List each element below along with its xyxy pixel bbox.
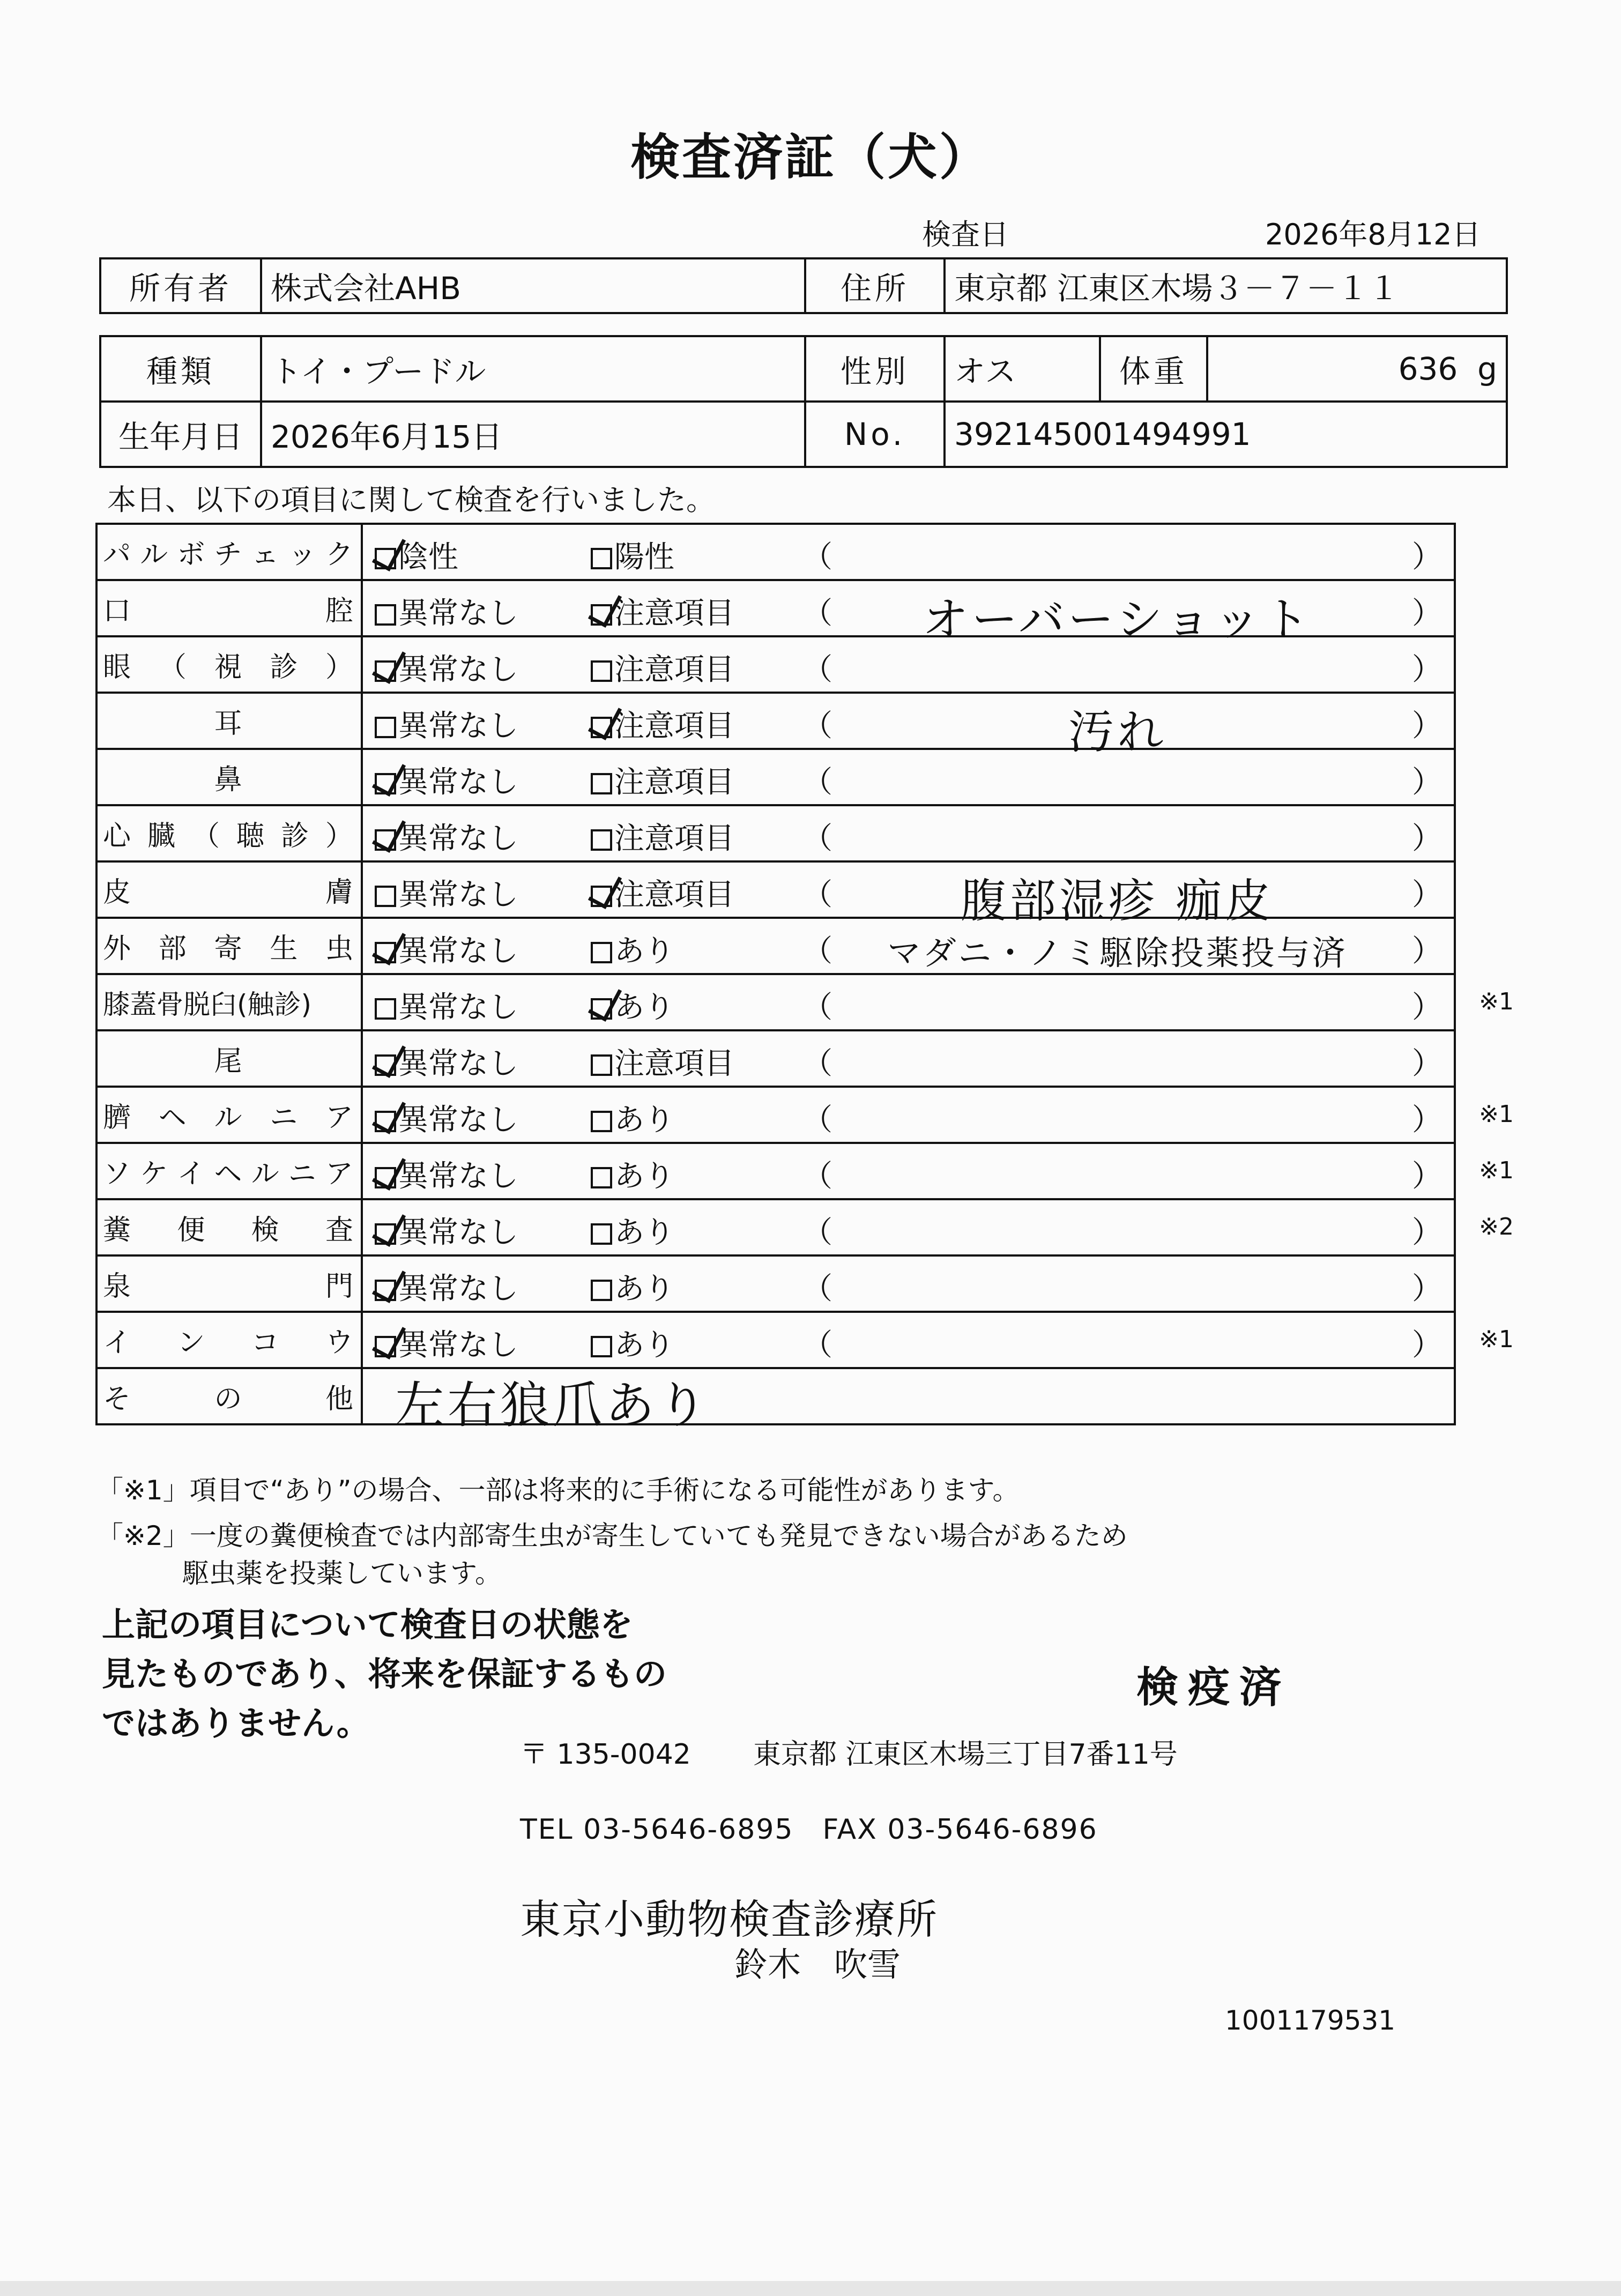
- inspection-row: [96, 636, 1455, 693]
- item-name-cell: [96, 861, 362, 918]
- option-label: 注意項目: [614, 596, 734, 631]
- address-value: 東京都 江東区木場３－７－１１: [945, 258, 1507, 313]
- paren-close: ）: [1412, 1328, 1442, 1363]
- option-label: 注意項目: [614, 652, 734, 687]
- option-label: 注意項目: [614, 1046, 734, 1081]
- option-1[interactable]: [375, 1209, 518, 1252]
- item-name-char: 便: [177, 1214, 205, 1246]
- item-name-cell: [96, 749, 362, 805]
- paren-open: （: [802, 1103, 832, 1138]
- option-label: 異常なし: [398, 765, 518, 800]
- result-note: オーバーショット: [922, 593, 1313, 647]
- item-name-char: ル: [214, 1102, 242, 1134]
- checkbox-checked-icon[interactable]: [375, 1111, 396, 1132]
- option-2[interactable]: [591, 927, 674, 970]
- checkbox-icon[interactable]: [591, 1280, 612, 1301]
- result-cell: [362, 805, 1455, 861]
- item-name-char: ボ: [177, 539, 205, 571]
- exam-date-label: 検査日: [922, 218, 1009, 251]
- paren-close: ）: [1412, 540, 1442, 575]
- option-2[interactable]: [591, 815, 734, 858]
- weight-value: 636: [1398, 351, 1458, 387]
- option-label: 異常なし: [398, 596, 518, 631]
- result-cell: [362, 1143, 1514, 1199]
- option-label: あり: [614, 1215, 674, 1250]
- item-name-cell: [96, 805, 362, 861]
- item-name-char: 臍: [103, 1102, 131, 1134]
- item-name: [103, 1207, 353, 1247]
- option-2[interactable]: [591, 1209, 674, 1252]
- document-number: 1001179531: [1225, 2005, 1396, 2036]
- checkbox-checked-icon[interactable]: [591, 717, 612, 738]
- clinic-name: 東京小動物検査診療所: [520, 1896, 938, 1943]
- checkbox-icon[interactable]: [591, 1167, 612, 1188]
- item-name-char: 尾: [214, 1045, 242, 1078]
- result-note: 腹部湿疹 痂皮: [960, 874, 1275, 928]
- animal-info-table: [99, 335, 1508, 468]
- item-name: [103, 926, 353, 966]
- item-name-char: ル: [251, 1158, 279, 1190]
- birth-label: 生年月日: [100, 402, 261, 467]
- item-name-char: 泉: [103, 1270, 131, 1303]
- tel-fax: TEL 03-5646-6895 FAX 03-5646-6896: [520, 1814, 1098, 1846]
- item-name-cell: [96, 693, 362, 749]
- checkbox-icon[interactable]: [375, 998, 396, 1020]
- item-name-char: コ: [251, 1327, 279, 1359]
- paren-close: ）: [1412, 709, 1442, 744]
- result-cell: [362, 861, 1455, 928]
- option-1[interactable]: [375, 1321, 518, 1364]
- inspection-row: [96, 524, 1455, 580]
- other-cell: [362, 1368, 1455, 1434]
- item-name-cell: [96, 1199, 362, 1255]
- paren-close: ）: [1412, 821, 1442, 856]
- paren-open: （: [802, 1159, 832, 1194]
- result-cell: [362, 1312, 1514, 1368]
- option-1[interactable]: [375, 984, 518, 1027]
- option-label: 異常なし: [398, 1215, 518, 1250]
- item-name-cell: [96, 580, 362, 636]
- footnote-mark: ※2: [1479, 1213, 1514, 1240]
- item-name-char: 診: [280, 820, 309, 852]
- item-name: [103, 588, 353, 628]
- sex-label: 性別: [805, 336, 945, 402]
- paren-open: （: [802, 709, 832, 744]
- weight-cell: [1207, 336, 1507, 402]
- item-name-char: ニ: [288, 1158, 316, 1190]
- checkbox-checked-icon[interactable]: [375, 548, 396, 569]
- item-name: [103, 870, 353, 910]
- option-1[interactable]: [375, 1265, 518, 1308]
- inspection-row: [96, 580, 1455, 636]
- item-name-char: ヘ: [214, 1158, 242, 1190]
- option-1[interactable]: [375, 759, 518, 801]
- option-2[interactable]: [591, 759, 734, 801]
- item-name: [103, 644, 353, 685]
- disclaimer-line: ではありません。: [102, 1704, 370, 1743]
- checkbox-checked-icon[interactable]: [375, 1167, 396, 1188]
- item-name-cell: [96, 1312, 362, 1368]
- paren-open: （: [802, 821, 832, 856]
- option-1[interactable]: [375, 590, 518, 633]
- option-label: あり: [614, 1272, 674, 1306]
- checkbox-icon[interactable]: [591, 942, 612, 963]
- item-name-char: 検: [251, 1214, 279, 1246]
- checkbox-checked-icon[interactable]: [591, 998, 612, 1020]
- breed-label: 種類: [100, 336, 261, 402]
- inspection-row: [96, 974, 1455, 1030]
- item-name-char: ッ: [288, 539, 316, 571]
- option-label: 異常なし: [398, 652, 518, 687]
- option-label: 異常なし: [398, 934, 518, 969]
- breed-value: トイ・プードル: [261, 336, 805, 402]
- option-1[interactable]: [375, 815, 518, 858]
- paren-open: （: [802, 765, 832, 800]
- item-name-char: ン: [177, 1327, 205, 1359]
- item-name-char: 耳: [214, 708, 242, 740]
- checkbox-icon[interactable]: [591, 1223, 612, 1245]
- option-label: あり: [614, 990, 674, 1025]
- checkbox-icon[interactable]: [591, 1111, 612, 1132]
- result-cell: [362, 1087, 1514, 1143]
- item-name-cell: [96, 1030, 362, 1087]
- item-name-char: パ: [103, 539, 131, 571]
- item-name-char: ニ: [270, 1102, 298, 1134]
- item-name-char: 臓: [147, 820, 175, 852]
- paren-close: ）: [1412, 1046, 1442, 1081]
- disclaimer-line: 上記の項目について検査日の状態を: [102, 1605, 633, 1644]
- item-name-char: 外: [103, 933, 131, 965]
- item-name: [103, 1038, 353, 1079]
- item-name-char: そ: [103, 1383, 131, 1415]
- option-label: 異常なし: [398, 1046, 518, 1081]
- paren-close: ）: [1412, 765, 1442, 800]
- item-name-char: 他: [325, 1383, 353, 1415]
- item-name-char: ア: [325, 1102, 353, 1134]
- item-name: [103, 1320, 353, 1360]
- inspection-row: [96, 1199, 1455, 1255]
- result-cell: [362, 749, 1455, 805]
- item-name-char: ソ: [103, 1158, 131, 1190]
- inspection-table: [95, 523, 1514, 1434]
- option-2[interactable]: [591, 1040, 734, 1083]
- item-name: [103, 813, 353, 853]
- scan-edge: [0, 2281, 1621, 2296]
- option-label: あり: [614, 1159, 674, 1194]
- footnote-mark: ※1: [1479, 1326, 1514, 1353]
- option-label: 注意項目: [614, 709, 734, 744]
- item-name-char: 腔: [325, 595, 353, 627]
- item-name-cell: [96, 974, 362, 1030]
- paren-close: ）: [1412, 652, 1442, 687]
- checkbox-checked-icon[interactable]: [591, 604, 612, 626]
- item-name-char: ウ: [325, 1327, 353, 1359]
- option-label: 異常なし: [398, 1272, 518, 1306]
- item-name-char: 生: [270, 933, 298, 965]
- option-1[interactable]: [375, 871, 518, 914]
- checkbox-checked-icon[interactable]: [591, 886, 612, 907]
- item-name-char: （: [158, 651, 187, 683]
- item-name-char: の: [214, 1383, 242, 1415]
- item-name-char: 部: [158, 933, 187, 965]
- item-name-char: ェ: [251, 539, 279, 571]
- option-label: あり: [614, 934, 674, 969]
- item-name: [103, 532, 353, 572]
- result-note: 汚れ: [1068, 705, 1167, 759]
- no-value: 392145001494991: [945, 402, 1507, 467]
- paren-close: ）: [1412, 1159, 1442, 1194]
- disclaimer: [102, 1600, 667, 1748]
- option-label: 異常なし: [398, 1328, 518, 1363]
- paren-open: （: [802, 596, 832, 631]
- item-name-cell: [96, 918, 362, 974]
- checkbox-icon[interactable]: [375, 886, 396, 907]
- item-name-cell: [96, 636, 362, 693]
- checkbox-checked-icon[interactable]: [375, 1280, 396, 1301]
- option-2[interactable]: [591, 590, 734, 633]
- item-name: [103, 1151, 353, 1191]
- item-name-char: チ: [214, 539, 242, 571]
- inspection-row-other: [96, 1368, 1455, 1424]
- clinic-address: 東京都 江東区木場三丁目7番11号: [753, 1738, 1178, 1771]
- checkbox-checked-icon[interactable]: [375, 1336, 396, 1357]
- no-label: No.: [805, 402, 945, 467]
- option-label: 異常なし: [398, 878, 518, 912]
- option-2[interactable]: [591, 871, 734, 914]
- checkbox-checked-icon[interactable]: [375, 1054, 396, 1076]
- footnote-2-line2: 駆虫薬を投薬しています。: [182, 1558, 502, 1589]
- page-title: 検査済証（犬）: [630, 129, 991, 186]
- footnote-mark: ※1: [1479, 1101, 1514, 1128]
- result-cell: [362, 1030, 1455, 1087]
- checkbox-icon[interactable]: [375, 717, 396, 738]
- option-2[interactable]: [591, 1265, 674, 1308]
- paren-open: （: [802, 1272, 832, 1306]
- item-name-char: 皮: [103, 876, 131, 909]
- paren-close: ）: [1412, 596, 1442, 631]
- option-1[interactable]: [375, 533, 458, 576]
- owner-value: 株式会社AHB: [261, 258, 805, 313]
- paren-open: （: [802, 878, 832, 912]
- paren-close: ）: [1412, 1103, 1442, 1138]
- checkbox-checked-icon[interactable]: [375, 660, 396, 682]
- owner-label: 所有者: [100, 258, 261, 313]
- inspection-row: [96, 1255, 1455, 1312]
- item-name-char: 眼: [103, 651, 131, 683]
- item-name-char: 診: [270, 651, 298, 683]
- inspection-row: [96, 918, 1455, 974]
- paren-open: （: [802, 990, 832, 1025]
- option-2[interactable]: [591, 646, 734, 689]
- option-2[interactable]: [591, 1096, 674, 1139]
- item-name-char: 寄: [214, 933, 242, 965]
- paren-open: （: [802, 540, 832, 575]
- option-label: あり: [614, 1103, 674, 1138]
- paren-close: ）: [1412, 990, 1442, 1025]
- option-2[interactable]: [591, 702, 734, 745]
- paren-open: （: [802, 934, 832, 969]
- result-cell: [362, 636, 1455, 693]
- option-label: あり: [614, 1328, 674, 1363]
- inspector-name: 鈴木 吹雪: [734, 1945, 901, 1984]
- result-cell: [362, 580, 1455, 647]
- option-1[interactable]: [375, 1153, 518, 1195]
- item-name-cell: [96, 1255, 362, 1312]
- item-name-char: 査: [325, 1214, 353, 1246]
- quarantine-stamp-text: 検疫済: [1136, 1663, 1291, 1712]
- footnote-2-line1: 「※2」一度の糞便検査では内部寄生虫が寄生していても発見できない場合があるため: [96, 1520, 1128, 1551]
- item-name-cell: [96, 524, 362, 580]
- option-2[interactable]: [591, 533, 674, 576]
- option-label: 異常なし: [398, 1159, 518, 1194]
- item-name-cell: [96, 1368, 362, 1424]
- option-label: 注意項目: [614, 765, 734, 800]
- address-label: 住所: [805, 258, 945, 313]
- result-cell: [362, 693, 1455, 759]
- item-name: [103, 757, 353, 797]
- exam-date-value: 2026年8月12日: [1265, 218, 1481, 251]
- option-2[interactable]: [591, 1321, 674, 1364]
- option-1[interactable]: [375, 1040, 518, 1083]
- option-label: 注意項目: [614, 878, 734, 912]
- item-name-char: 虫: [325, 933, 353, 965]
- item-name-char: イ: [177, 1158, 205, 1190]
- option-label: 異常なし: [398, 1103, 518, 1138]
- checkbox-icon[interactable]: [591, 660, 612, 682]
- checkbox-icon[interactable]: [591, 548, 612, 569]
- checkbox-icon[interactable]: [591, 1054, 612, 1076]
- footnote-mark: ※1: [1479, 1157, 1514, 1184]
- inspection-row: [96, 1312, 1455, 1368]
- result-cell: [362, 1255, 1455, 1312]
- weight-unit: g: [1477, 351, 1497, 387]
- option-label: 陽性: [614, 540, 674, 575]
- inspection-row: [96, 749, 1455, 805]
- footnote-1: 「※1」項目で“あり”の場合、一部は将来的に手術になる可能性があります。: [96, 1475, 1020, 1506]
- item-name-char: ア: [325, 1158, 353, 1190]
- item-name-cell: [96, 1143, 362, 1199]
- paren-close: ）: [1412, 1272, 1442, 1306]
- item-name-char: イ: [103, 1327, 131, 1359]
- checkbox-icon[interactable]: [591, 773, 612, 794]
- item-name-char: 膚: [325, 876, 353, 909]
- item-name-char: 視: [214, 651, 242, 683]
- inspection-row: [96, 693, 1455, 749]
- other-value: 左右狼爪あり: [395, 1377, 711, 1434]
- result-cell: [362, 918, 1455, 974]
- checkbox-checked-icon[interactable]: [375, 1223, 396, 1245]
- item-name-char: 心: [103, 820, 131, 852]
- option-label: 異常なし: [398, 990, 518, 1025]
- item-name-char: ）: [325, 820, 353, 852]
- item-name: [103, 983, 353, 1022]
- intro-text: 本日、以下の項目に関して検査を行いました。: [107, 483, 715, 517]
- inspection-row: [96, 1030, 1455, 1087]
- inspection-row: [96, 861, 1455, 918]
- checkbox-checked-icon[interactable]: [375, 942, 396, 963]
- result-cell: [362, 524, 1455, 580]
- item-name-char: ル: [140, 539, 168, 571]
- option-label: 陰性: [398, 540, 458, 575]
- footnote-mark: ※1: [1479, 988, 1514, 1015]
- option-2[interactable]: [591, 984, 674, 1027]
- item-name-char: 聴: [236, 820, 264, 852]
- item-name-char: 膝蓋骨脱臼(触診): [103, 989, 312, 1020]
- inspection-row: [96, 1143, 1455, 1199]
- weight-label: 体重: [1100, 336, 1207, 402]
- item-name: [103, 1376, 353, 1416]
- owner-table: [99, 257, 1508, 314]
- checkbox-icon[interactable]: [591, 829, 612, 851]
- paren-open: （: [802, 1215, 832, 1250]
- item-name-char: ク: [325, 539, 353, 571]
- postal-code: 〒 135-0042: [520, 1738, 691, 1771]
- item-name-char: 門: [325, 1270, 353, 1303]
- paren-close: ）: [1412, 1215, 1442, 1250]
- checkbox-checked-icon[interactable]: [375, 829, 396, 851]
- disclaimer-line: 見たものであり、将来を保証するもの: [102, 1654, 667, 1693]
- item-name: [103, 1095, 353, 1135]
- item-name-char: ）: [325, 651, 353, 683]
- option-1[interactable]: [375, 646, 518, 689]
- sex-value: オス: [945, 336, 1100, 402]
- inspection-row: [96, 1087, 1455, 1143]
- result-cell: [362, 1199, 1514, 1255]
- item-name: [103, 1264, 353, 1304]
- paren-open: （: [802, 1328, 832, 1363]
- inspection-row: [96, 805, 1455, 861]
- checkbox-checked-icon[interactable]: [375, 773, 396, 794]
- item-name-char: ケ: [140, 1158, 168, 1190]
- paren-open: （: [802, 1046, 832, 1081]
- option-1[interactable]: [375, 702, 518, 745]
- option-label: 注意項目: [614, 821, 734, 856]
- item-name-char: 鼻: [214, 764, 242, 796]
- result-note: マダニ・ノミ駆除投薬投与済: [887, 933, 1348, 972]
- item-name: [103, 701, 353, 741]
- option-1[interactable]: [375, 1096, 518, 1139]
- item-name-char: 糞: [103, 1214, 131, 1246]
- paren-close: ）: [1412, 934, 1442, 969]
- paren-open: （: [802, 652, 832, 687]
- result-cell: [362, 974, 1514, 1030]
- paren-close: ）: [1412, 878, 1442, 912]
- checkbox-icon[interactable]: [375, 604, 396, 626]
- item-name-char: 口: [103, 595, 131, 627]
- option-label: 異常なし: [398, 821, 518, 856]
- option-2[interactable]: [591, 1153, 674, 1195]
- item-name-char: （: [191, 820, 220, 852]
- option-1[interactable]: [375, 927, 518, 970]
- birth-value: 2026年6月15日: [261, 402, 805, 467]
- option-label: 異常なし: [398, 709, 518, 744]
- checkbox-icon[interactable]: [591, 1336, 612, 1357]
- item-name-char: ヘ: [158, 1102, 187, 1134]
- item-name-cell: [96, 1087, 362, 1143]
